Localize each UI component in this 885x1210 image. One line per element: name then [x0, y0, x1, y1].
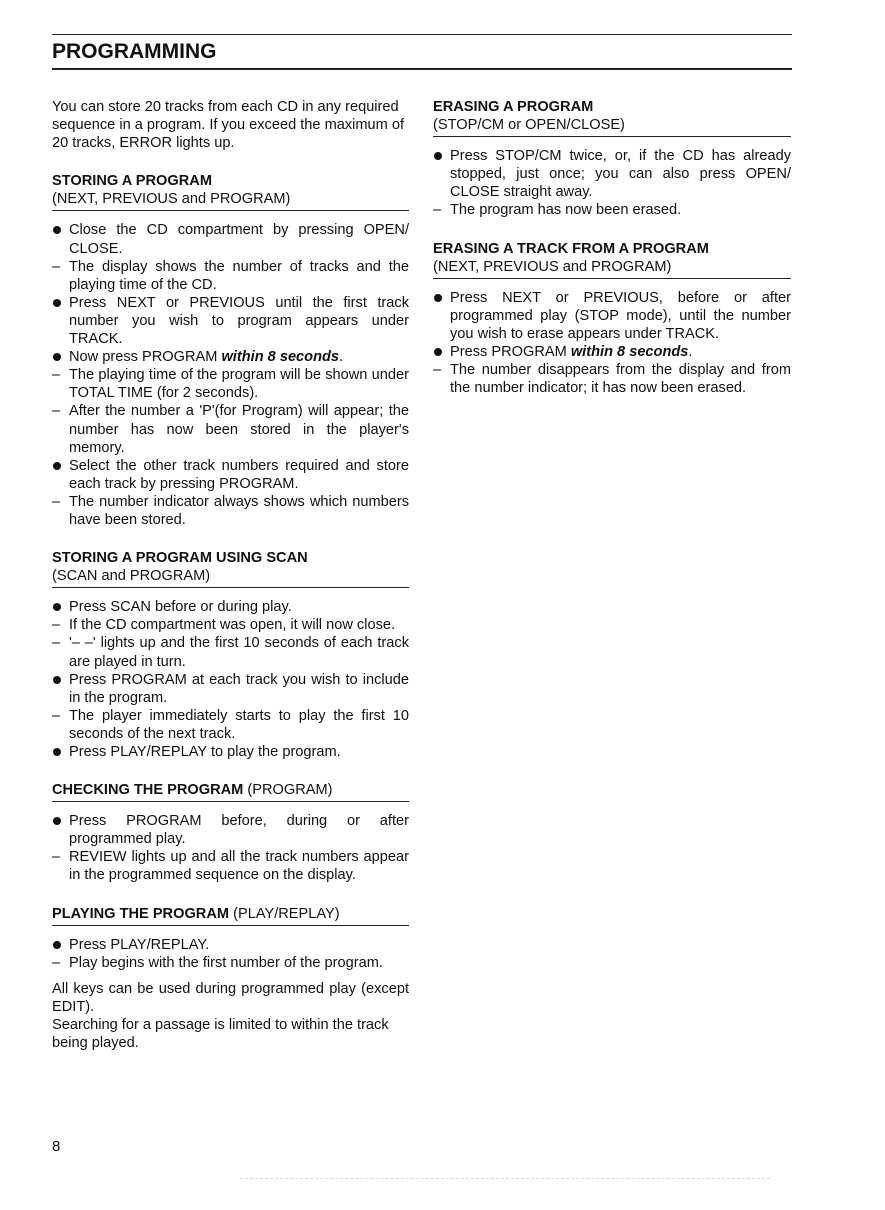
top-rule — [52, 34, 792, 35]
intro-paragraph: You can store 20 tracks from each CD in any required sequence in a program. If you exceed the maximum of 20 tracks, ERROR lights up. — [52, 99, 405, 152]
item-text: Press NEXT or PREVIOUS until the first track number you wish to program appears under TRACK. — [69, 294, 409, 348]
page-title: PROGRAMMING — [52, 40, 217, 63]
dash-item — [433, 361, 791, 397]
dash-item — [52, 848, 409, 884]
section-heading: STORING A PROGRAM USING SCAN — [52, 550, 308, 567]
section-subheading: (PROGRAM) — [247, 782, 333, 799]
item-list — [52, 936, 409, 972]
dash-item — [52, 258, 409, 294]
item-text: Play begins with the first number of the program. — [69, 954, 383, 971]
note-paragraph: Searching for a passage is limited to within the track being played. — [52, 1017, 389, 1052]
section-heading-line — [52, 781, 409, 802]
right-column — [433, 98, 791, 397]
section-erasing-track — [433, 240, 791, 398]
item-text: The number indicator always shows which numbers have been stored. — [69, 493, 409, 528]
section-subheading: (STOP/CM or OPEN/CLOSE) — [433, 116, 791, 137]
section-playing — [52, 905, 409, 1053]
section-heading: STORING A PROGRAM — [52, 173, 212, 190]
bullet-item — [52, 348, 409, 366]
item-list — [433, 147, 791, 219]
item-text: If the CD compartment was open, it will now close. — [69, 617, 396, 634]
item-list — [433, 289, 791, 398]
item-text: The number disappears from the display and from the number indicator; it has now been erased. — [450, 362, 791, 397]
bullet-item — [52, 936, 409, 954]
item-text-suffix: . — [688, 344, 693, 361]
item-text: Select the other track numbers required and store each track by pressing PROGRAM. — [69, 457, 409, 492]
item-text: Close the CD compartment by pressing OPEN/ CLOSE. — [69, 222, 409, 257]
section-subheading: (NEXT, PREVIOUS and PROGRAM) — [52, 190, 409, 211]
dash-item — [52, 707, 409, 743]
section-heading: ERASING A TRACK FROM A PROGRAM — [433, 240, 709, 257]
bullet-item — [52, 671, 409, 707]
dash-item — [52, 493, 409, 529]
item-text: Press NEXT or PREVIOUS, before or after programmed play (STOP mode), until the number you wish to erase appears under TRACK. — [450, 289, 791, 342]
section-subheading: (PLAY/REPLAY) — [233, 905, 340, 922]
item-text-suffix: . — [339, 349, 344, 366]
section-checking — [52, 781, 409, 884]
note-paragraph: All keys can be used during programmed play (except EDIT). — [52, 980, 409, 1015]
item-text: The display shows the number of tracks and the playing time of the CD. — [69, 258, 409, 293]
section-heading-line — [52, 905, 409, 926]
item-text: Press PROGRAM before, during or after programmed play. — [69, 813, 409, 848]
item-text: Now press PROGRAM — [69, 349, 222, 366]
section-subheading: (SCAN and PROGRAM) — [52, 567, 409, 588]
item-text: The player immediately starts to play the first 10 seconds of the next track. — [69, 707, 409, 742]
bullet-item — [52, 812, 409, 848]
left-column — [52, 98, 409, 1052]
bullet-item — [433, 147, 791, 201]
bullet-item — [433, 289, 791, 343]
dash-item — [433, 201, 791, 219]
page-number: 8 — [52, 1138, 61, 1155]
item-text: REVIEW lights up and all the track numbers appear in the programmed sequence on the display. — [69, 849, 409, 884]
section-scan — [52, 549, 409, 761]
item-text: Press PLAY/REPLAY. — [69, 936, 210, 953]
section-heading: CHECKING THE PROGRAM — [52, 782, 244, 799]
dash-item — [52, 366, 409, 402]
section-subheading: (NEXT, PREVIOUS and PROGRAM) — [433, 258, 791, 279]
item-list — [52, 812, 409, 884]
item-text: After the number a 'P'(for Program) will appear; the number has now been stored in the player's memory. — [69, 403, 409, 456]
bullet-item — [52, 598, 409, 616]
item-text: The program has now been erased. — [450, 202, 682, 219]
item-text: Press STOP/CM twice, or, if the CD has already stopped, just once; you can also press OPEN/ CLOSE straight away. — [450, 148, 791, 201]
title-underline — [52, 68, 792, 70]
section-heading: ERASING A PROGRAM — [433, 99, 594, 115]
dash-item — [52, 954, 409, 972]
bullet-item — [52, 457, 409, 493]
item-text: The playing time of the program will be shown under TOTAL TIME (for 2 seconds). — [69, 367, 409, 402]
item-text: '– –' lights up and the first 10 seconds of each track are played in turn. — [69, 635, 409, 670]
item-list — [52, 221, 409, 529]
item-text: Press PROGRAM — [450, 344, 571, 361]
item-text: Press PLAY/REPLAY to play the program. — [69, 744, 341, 760]
bullet-item — [52, 221, 409, 257]
item-list — [52, 598, 409, 761]
bullet-item — [52, 743, 409, 761]
bullet-item — [433, 343, 791, 361]
scan-artifact — [240, 1178, 770, 1185]
section-erasing — [433, 98, 791, 220]
bullet-item — [52, 294, 409, 348]
item-text: Press SCAN before or during play. — [69, 599, 292, 616]
emphasis-text: within 8 seconds — [221, 349, 340, 366]
section-storing — [52, 172, 409, 529]
dash-item — [52, 634, 409, 670]
item-text: Press PROGRAM at each track you wish to include in the program. — [69, 671, 409, 706]
dash-item — [52, 402, 409, 456]
dash-item — [52, 616, 409, 634]
emphasis-text: within 8 seconds — [570, 344, 689, 361]
section-heading: PLAYING THE PROGRAM — [52, 905, 230, 922]
